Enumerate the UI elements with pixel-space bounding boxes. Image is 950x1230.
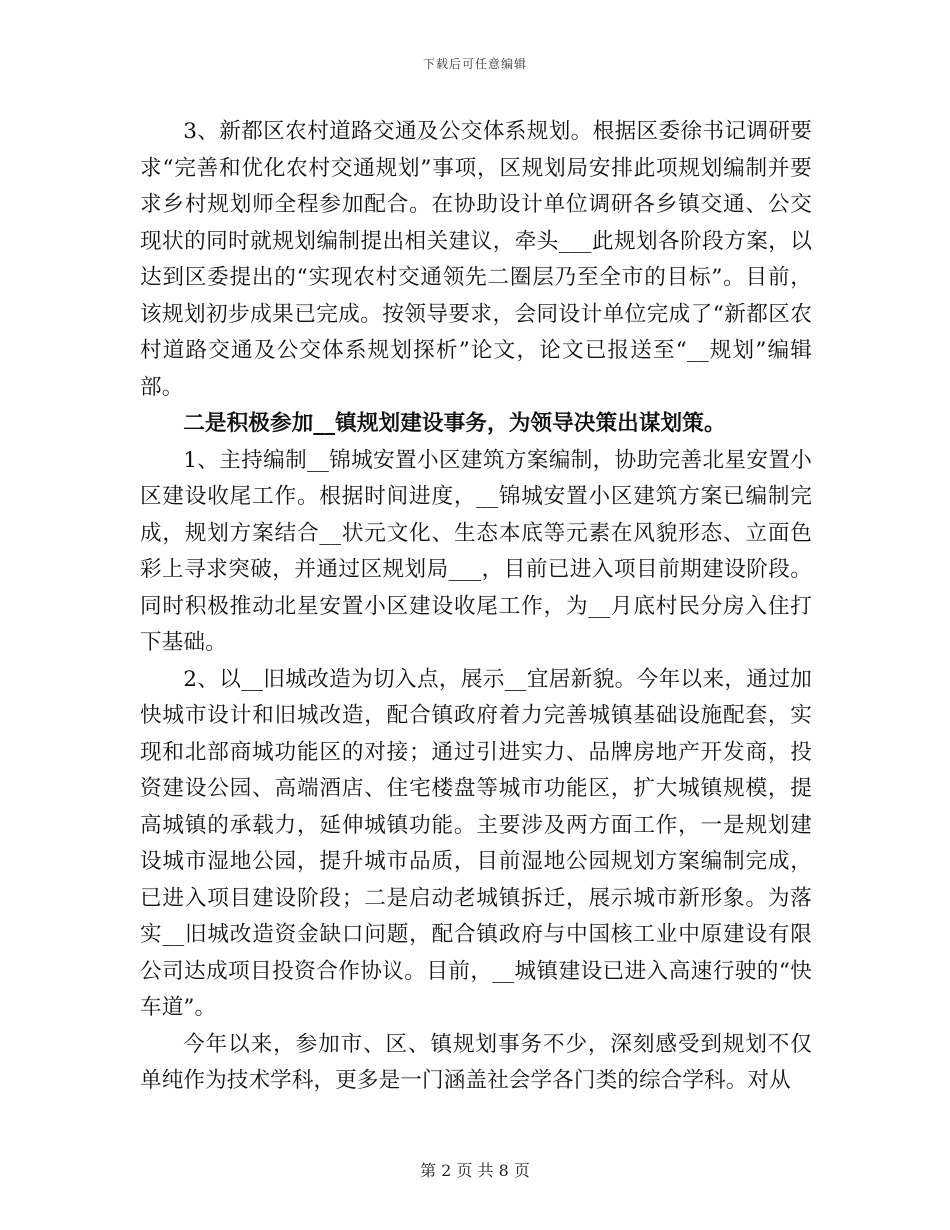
paragraph-jincheng-resettlement: 1、主持编制__锦城安置小区建筑方案编制，协助完善北星安置小区建设收尾工作。根据时间进度，__锦城安置小区建筑方案已编制完成，规划方案结合__状元文化、生态本底等元素在风貌形态、立面色彩上寻求突破，并通过区规划局___，目前已进入项目前期建设阶段。同时积极推动北星安置小区建设收尾工作，为__月底村民分房入住打下基础。 <box>140 447 812 655</box>
page-header: 下载后可任意编辑 <box>422 57 527 71</box>
page-footer: 第 2 页 共 8 页 <box>420 1161 530 1180</box>
paragraph-old-town-renovation: 2、以__旧城改造为切入点，展示__宜居新貌。今年以来，通过加快城市设计和旧城改造，配合镇政府着力完善城镇基础设施配套，实现和北部商城功能区的对接；通过引进实力、品牌房地产开发商，投资建设公园、高端酒店、住宅楼盘等城市功能区，扩大城镇规模，提高城镇的承载力，延伸城镇功能。主要涉及两方面工作，一是规划建设城市湿地公园，提升城市品质，目前湿地公园规划方案编制完成，已进入项目建设阶段；二是启动老城镇拆迁，展示城市新形象。为落实__旧城改造资金缺口问题，配合镇政府与中国核工业中原建设有限公司达成项目投资合作协议。目前，__城镇建设已进入高速行驶的“快车道”。 <box>140 666 812 1020</box>
section-heading-town-planning: 二是积极参加__镇规划建设事务，为领导决策出谋划策。 <box>183 411 726 436</box>
paragraph-summary: 今年以来，参加市、区、镇规划事务不少，深刻感受到规划不仅单纯作为技术学科，更多是一门涵盖社会学各门类的综合学科。对从 <box>140 1031 812 1093</box>
paragraph-rural-traffic-plan: 3、新都区农村道路交通及公交体系规划。根据区委徐书记调研要求“完善和优化农村交通规划”事项，区规划局安排此项规划编制并要求乡村规划师全程参加配合。在协助设计单位调研各乡镇交通、公交现状的同时就规划编制提出相关建议，牵头___此规划各阶段方案，以达到区委提出的“实现农村交通领先二圈层乃至全市的目标”。目前，该规划初步成果已完成。按领导要求，会同设计单位完成了“新都区农村道路交通及公交体系规划探析”论文，论文已报送至“__规划”编辑部。 <box>140 119 812 400</box>
document-body <box>140 114 812 1100</box>
